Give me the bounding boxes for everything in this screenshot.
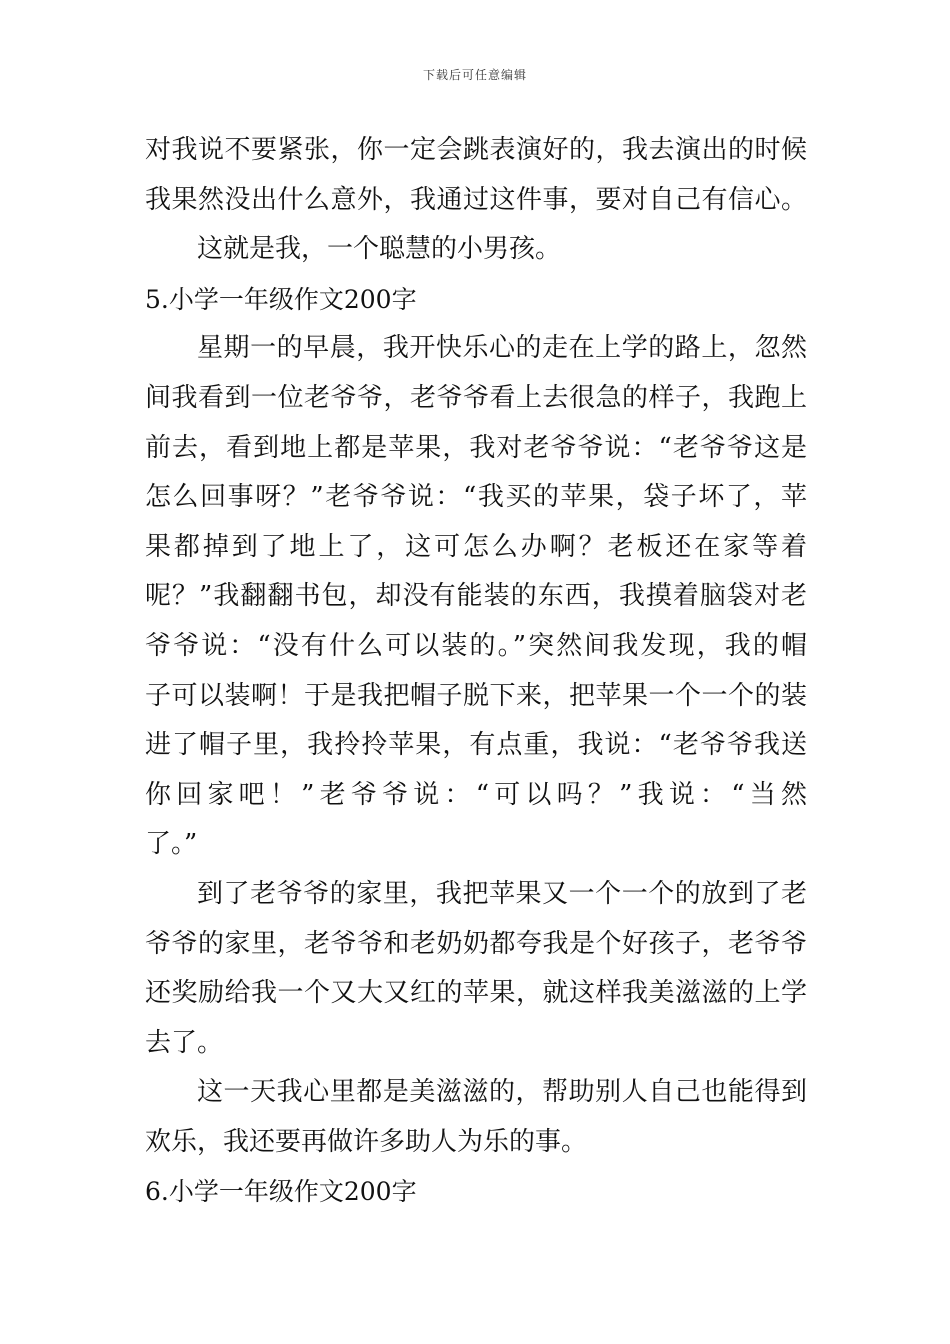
paragraph-line: 了。” — [145, 829, 198, 860]
paragraph-line: 爷爷的家里，老爷爷和老奶奶都夸我是个好孩子，老爷爷 — [145, 928, 807, 959]
paragraph-line: 果都掉到了地上了，这可怎么办啊？老板还在家等着 — [145, 531, 807, 562]
paragraph-line: 欢乐，我还要再做许多助人为乐的事。 — [145, 1126, 588, 1157]
paragraph-line: 怎么回事呀？”老爷爷说：“我买的苹果，袋子坏了，苹 — [145, 482, 807, 513]
document-body — [145, 126, 807, 1217]
paragraph-line: 间我看到一位老爷爷，老爷爷看上去很急的样子，我跑上 — [145, 382, 807, 413]
paragraph-line: 去了。 — [145, 1027, 224, 1058]
paragraph-line: 星期一的早晨，我开快乐心的走在上学的路上，忽然 — [197, 333, 807, 364]
section-heading: 5.小学一年级作文200字 — [145, 284, 417, 314]
paragraph-line: 子可以装啊！于是我把帽子脱下来，把苹果一个一个的装 — [145, 680, 807, 711]
paragraph-line: 你回家吧！”老爷爷说：“可以吗？”我说：“当然 — [145, 779, 807, 810]
paragraph-line: 呢？”我翻翻书包，却没有能装的东西，我摸着脑袋对老 — [145, 581, 807, 612]
paragraph-line: 对我说不要紧张，你一定会跳表演好的，我去演出的时候 — [145, 135, 807, 165]
paragraph-line: 到了老爷爷的家里，我把苹果又一个一个的放到了老 — [197, 878, 807, 909]
paragraph-line: 爷爷说：“没有什么可以装的。”突然间我发现，我的帽 — [145, 630, 807, 661]
paragraph-line: 进了帽子里，我拎拎苹果，有点重，我说：“老爷爷我送 — [145, 730, 807, 761]
paragraph-line: 我果然没出什么意外，我通过这件事，要对自己有信心。 — [145, 184, 807, 215]
paragraph-line: 还奖励给我一个又大又红的苹果，就这样我美滋滋的上学 — [145, 978, 807, 1009]
section-heading: 6.小学一年级作文200字 — [145, 1177, 417, 1207]
paragraph-line: 前去，看到地上都是苹果，我对老爷爷说：“老爷爷这是 — [145, 432, 807, 463]
paragraph-line: 这就是我，一个聪慧的小男孩。 — [197, 234, 562, 265]
page-header: 下载后可任意编辑 — [422, 68, 527, 82]
paragraph-line: 这一天我心里都是美滋滋的，帮助别人自己也能得到 — [197, 1077, 807, 1108]
